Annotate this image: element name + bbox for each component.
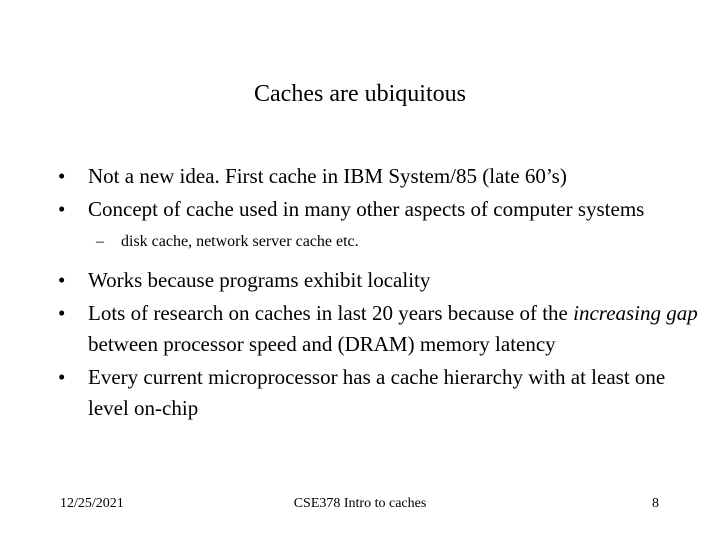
bullet-marker: • [58,197,66,221]
footer-date: 12/25/2021 [60,496,124,511]
footer-course: CSE378 Intro to caches [293,496,427,511]
bullet-text: Every current microprocessor has a cache hierarchy with at least one level on-chip [88,365,666,420]
bullet-item [58,161,698,192]
sub-bullet-text: disk cache, network server cache etc. [121,233,359,250]
bullet-list [58,161,698,426]
bullet-item [58,194,698,225]
bullet-text-end: between processor speed and (DRAM) memory latency [88,332,556,356]
bullet-text: Works because programs exhibit locality [88,268,431,292]
bullet-item [58,298,698,360]
bullet-marker: • [58,365,66,389]
bullet-text [88,301,698,356]
bullet-item [58,265,698,296]
bullet-text: Concept of cache used in many other aspects of computer systems [88,197,645,221]
slide-title: Caches are ubiquitous [254,81,466,107]
bullet-marker: • [58,268,66,292]
sub-bullet-marker: – [96,233,104,250]
page-number: 8 [652,496,659,511]
bullet-item [58,362,698,424]
bullet-emphasis: increasing gap [573,301,698,325]
sub-bullet-item [96,231,698,253]
bullet-text-start: Lots of research on caches in last 20 years because of the [88,301,574,325]
bullet-marker: • [58,164,66,188]
bullet-text: Not a new idea. First cache in IBM System/85 (late 60’s) [88,164,567,188]
bullet-marker: • [58,301,66,325]
